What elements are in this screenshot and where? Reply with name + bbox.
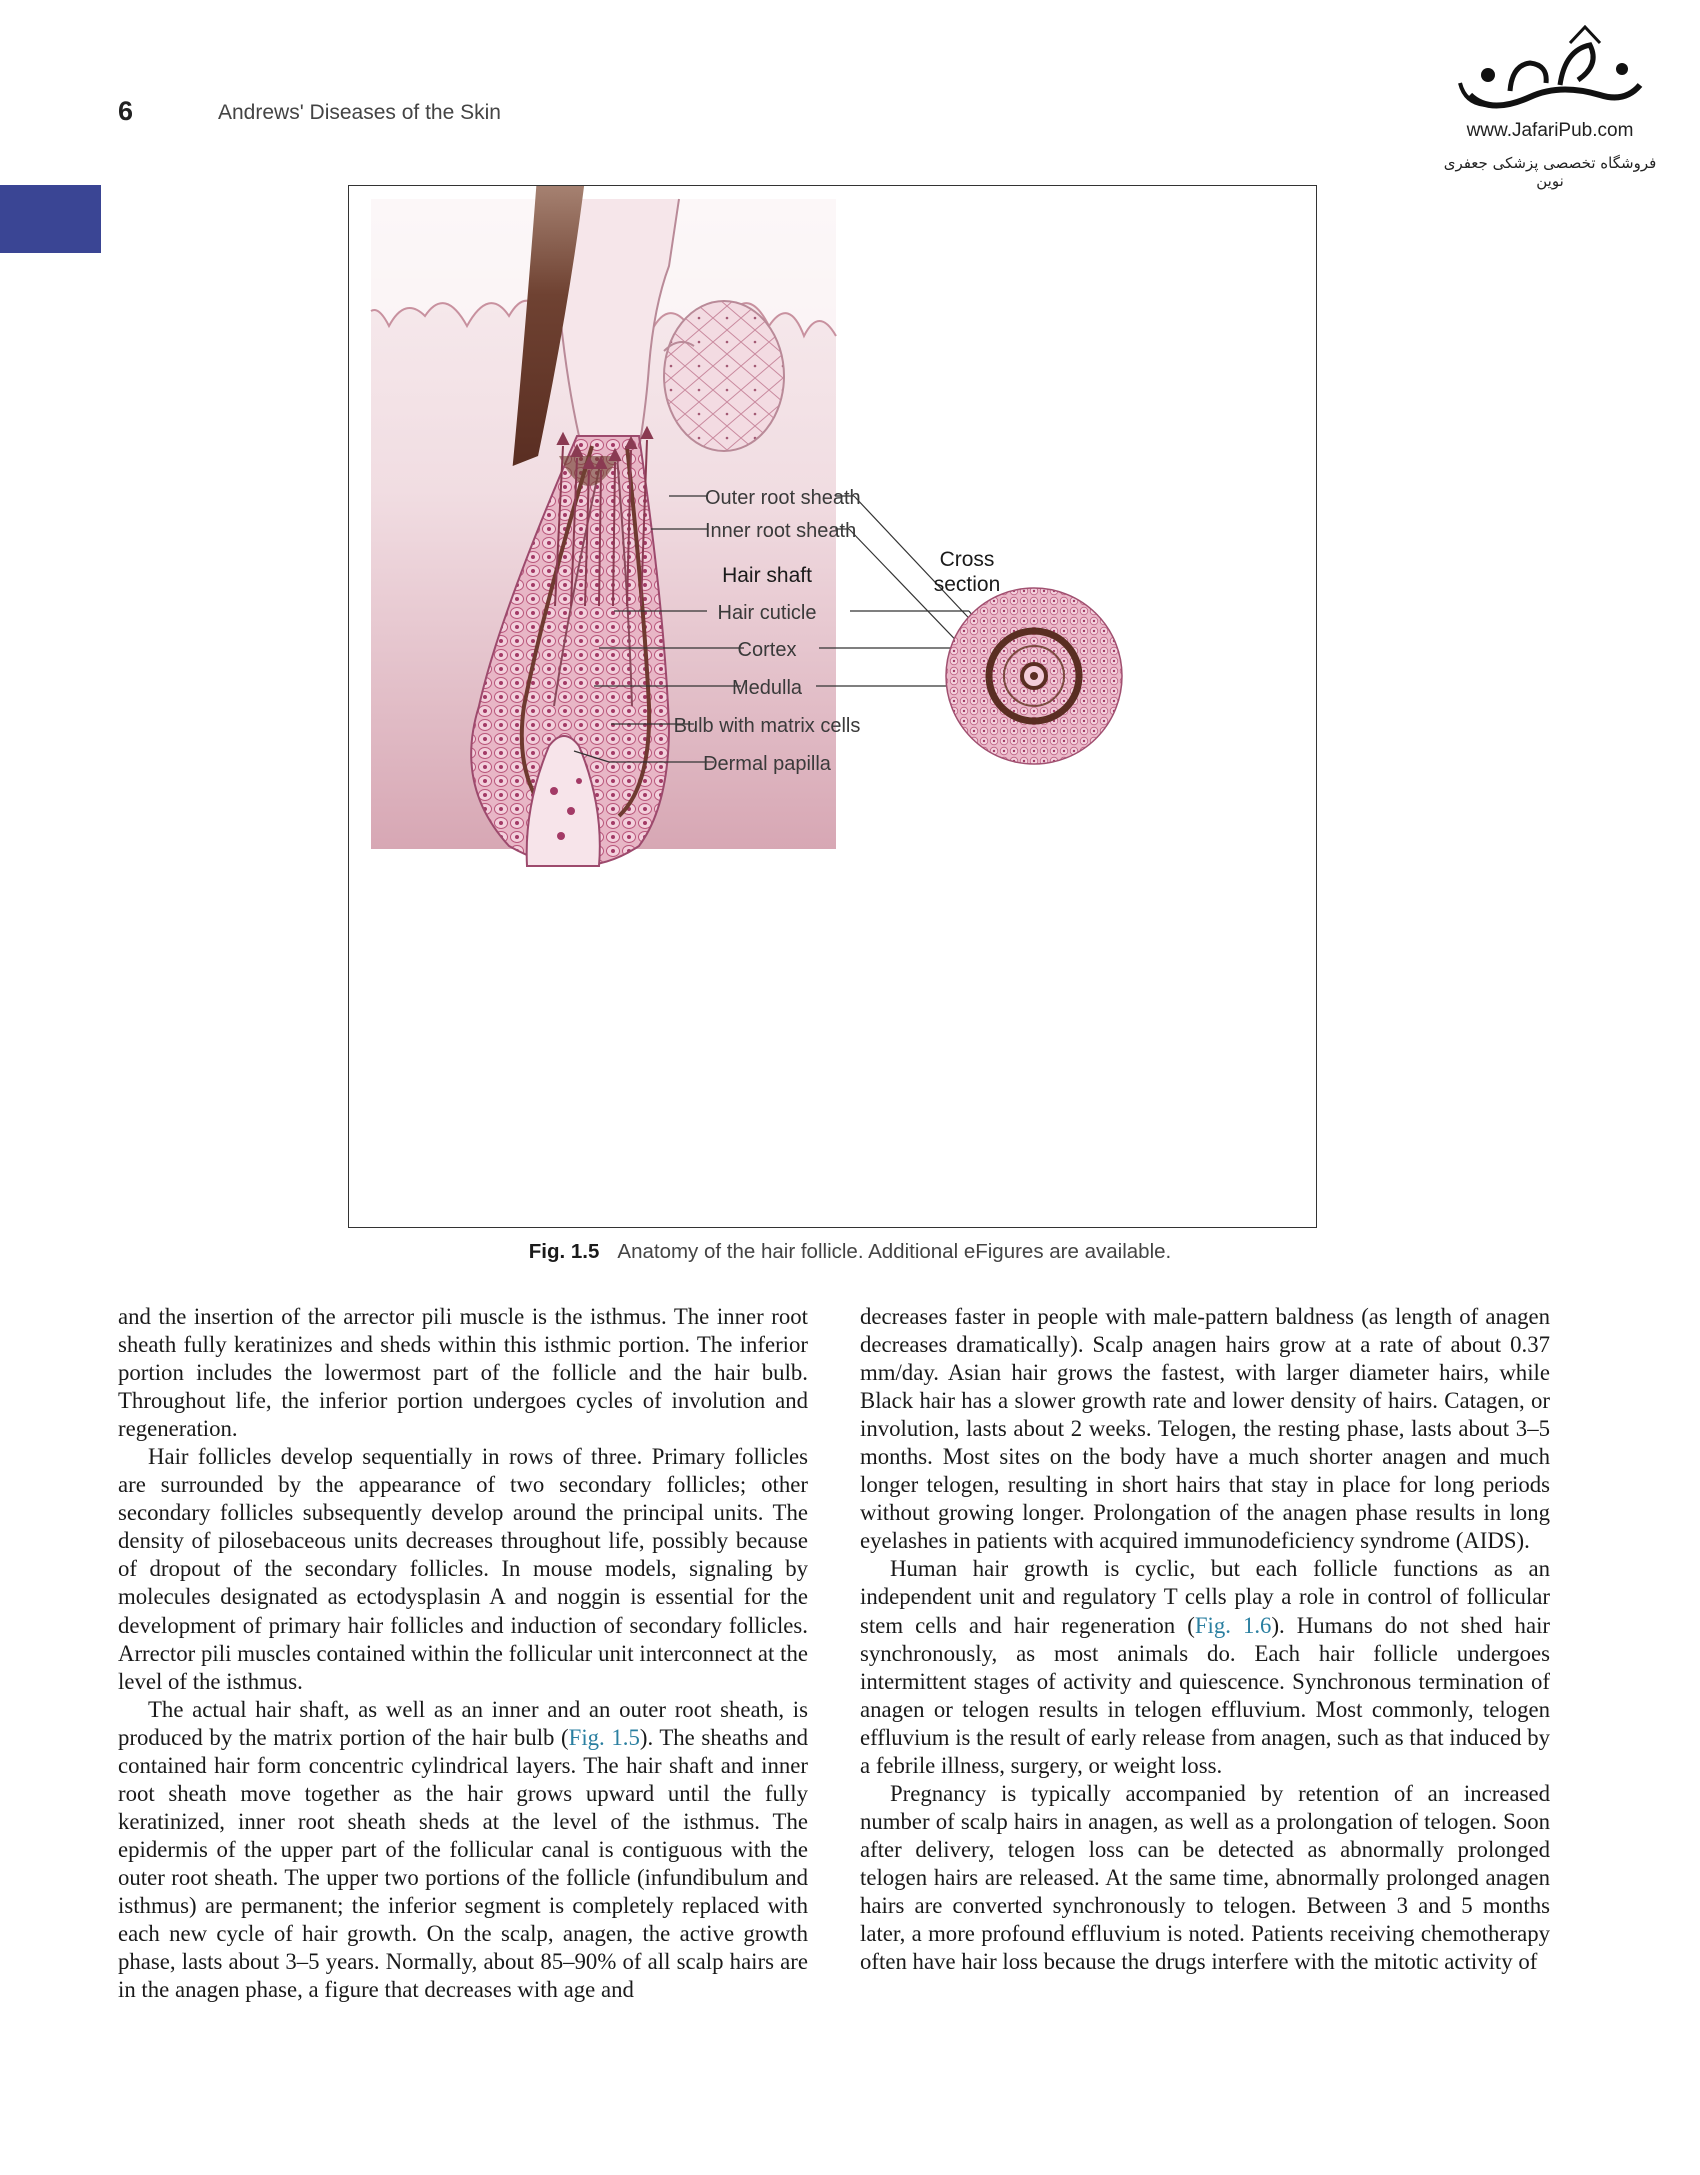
label-dermal-papilla: Dermal papilla bbox=[703, 753, 831, 775]
figure-link[interactable]: Fig. 1.6 bbox=[1194, 1612, 1272, 1638]
caption-text: Anatomy of the hair follicle. Additional eFigures are available. bbox=[617, 1240, 1172, 1263]
paragraph: decreases faster in people with male-pattern baldness (as length of anagen decreases dramatically). Scalp anagen hairs grow at a rate of about 0.37 mm/day. Asian hair grows the fastest, with larger diameter hairs, while Black hair has a slower growth rate and lower density of hairs. Catagen, or involution, lasts about 2 weeks. Telogen, the resting phase, lasts about 3–5 months. Most sites on the body have a much shorter anagen and much longer telogen, resulting in short hairs that stay in place for long periods without growing longer. Prolongation of the anagen phase results in long eyelashes in patients with acquired immunodeficiency syndrome (AIDS). bbox=[860, 1304, 1550, 1554]
running-head: Andrews' Diseases of the Skin bbox=[218, 101, 501, 124]
chapter-tab bbox=[0, 185, 101, 253]
label-cortex: Cortex bbox=[737, 639, 797, 661]
figure-caption bbox=[300, 1240, 1400, 1264]
paragraph: The actual hair shaft, as well as an inner and an outer root sheath, is produced by the matrix portion of the hair bulb (Fig. 1.5). The sheaths and contained hair form concentric cylindrical layers. The hair shaft and inner root sheath move together as the hair grows upward until the fully keratinized, inner root sheath sheds at the level of the isthmus. The epidermis of the upper part of the follicular canal is contiguous with the outer root sheath. The upper two portions of the follicle (infundibulum and isthmus) are permanent; the inferior segment is completely replaced with each new cycle of hair growth. On the scalp, anagen, the active growth phase, lasts about 3–5 years. Normally, about 85–90% of all scalp hairs are in the anagen phase, a figure that decreases with age and bbox=[118, 1696, 809, 2003]
cross-section bbox=[946, 588, 1122, 764]
label-cross: Cross bbox=[939, 548, 995, 571]
label-bulb-matrix: Bulb with matrix cells bbox=[673, 715, 861, 737]
hair-follicle-illustration bbox=[349, 186, 1316, 1227]
logo-calligraphy-icon bbox=[1450, 25, 1650, 120]
label-hair-cuticle: Hair cuticle bbox=[717, 602, 817, 624]
sebaceous-gland bbox=[664, 301, 784, 451]
paragraph: Pregnancy is typically accompanied by retention of an increased number of scalp hairs in anagen, as well as a prolongation of telogen. Soon after delivery, telogen loss can be detected as abnormally prolonged telogen hairs are released. At the same time, abnormally prolonged anagen hairs are converted synchronously to telogen. Between 3 and 5 months later, a more profound effluvium is noted. Patients receiving chemotherapy often have hair loss because the drugs interfere with the mitotic activity of bbox=[860, 1780, 1550, 1975]
logo-tagline: فروشگاه تخصصی پزشکی جعفری نوین bbox=[1443, 154, 1657, 190]
label-section: section bbox=[933, 573, 1001, 596]
caption-number: Fig. 1.5 bbox=[528, 1240, 600, 1263]
paragraph: Human hair growth is cyclic, but each follicle functions as an independent unit and regulatory T cells play a role in control of follicular stem cells and hair regeneration (Fig. 1.6). Humans do not shed hair synchronously, as most animals do. Each hair follicle undergoes intermittent stages of activity and quiescence. Synchronous termination of anagen or telogen results in telogen effluvium. Most commonly, telogen effluvium is the result of early release from anagen, such as that induced by a febrile illness, surgery, or weight loss. bbox=[860, 1556, 1550, 1778]
label-inner-root-sheath: Inner root sheath bbox=[705, 520, 857, 542]
label-outer-root-sheath: Outer root sheath bbox=[705, 487, 861, 509]
body-column-left bbox=[118, 1303, 808, 2004]
label-medulla: Medulla bbox=[731, 677, 803, 699]
page-number: 6 bbox=[118, 96, 134, 126]
paragraph: and the insertion of the arrector pili muscle is the isthmus. The inner root sheath fully keratinizes and sheds within this isthmic portion. The inferior portion includes the lowermost part of the follicle and the hair bulb. Throughout life, the inferior portion undergoes cycles of involution and regeneration. bbox=[118, 1304, 808, 1442]
body-column-right bbox=[860, 1303, 1550, 1976]
publisher-logo bbox=[1430, 25, 1670, 190]
paragraph: Hair follicles develop sequentially in rows of three. Primary follicles are surrounded by the appearance of two secondary follicles; other secondary follicles subsequently develop around the principal units. The density of pilosebaceous units decreases throughout life, possibly because of dropout of the secondary follicles. In mouse models, signaling by molecules designated as ectodysplasin A and noggin is essential for the development of primary hair follicles and induction of secondary follicles. Arrector pili muscles contained within the follicular unit interconnect at the level of the isthmus. bbox=[118, 1444, 808, 1694]
figure-link[interactable]: Fig. 1.5 bbox=[568, 1724, 640, 1750]
label-hair-shaft: Hair shaft bbox=[722, 564, 812, 587]
logo-url: www.JafariPub.com bbox=[1466, 120, 1634, 141]
